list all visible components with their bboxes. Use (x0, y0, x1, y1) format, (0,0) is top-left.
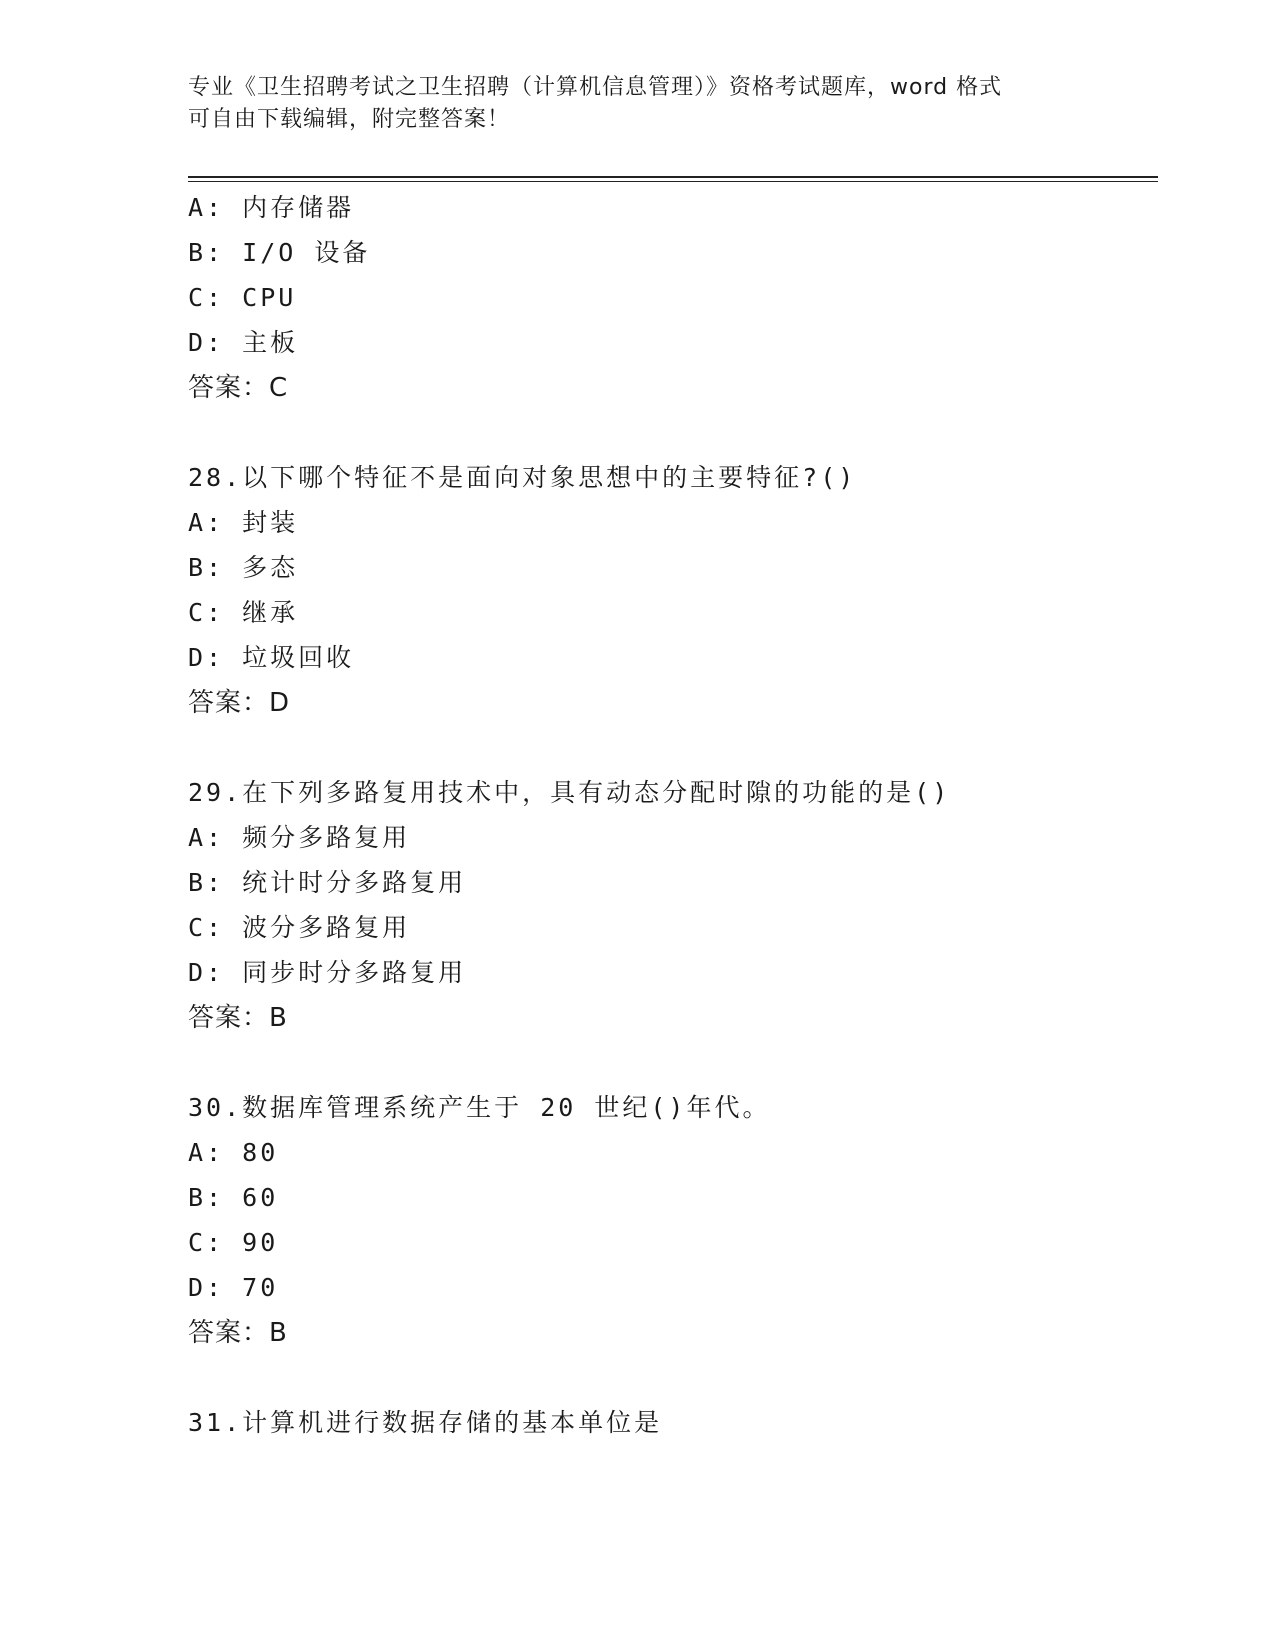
q27-answer: 答案：C (188, 373, 289, 403)
q29-option-a: A: 频分多路复用 (188, 823, 411, 852)
q27-option-d: D: 主板 (188, 328, 299, 357)
q29-answer: 答案：B (188, 1003, 288, 1033)
q28-question: 28.以下哪个特征不是面向对象思想中的主要特征?() (188, 463, 857, 492)
q30-question: 30.数据库管理系统产生于 20 世纪()年代。 (188, 1093, 771, 1122)
q30-option-b: B: 60 (188, 1183, 279, 1212)
header-line-1: 专业《卫生招聘考试之卫生招聘（计算机信息管理）》资格考试题库，word 格式 (188, 75, 1003, 100)
q31-question: 31.计算机进行数据存储的基本单位是 (188, 1408, 663, 1437)
q30-option-a: A: 80 (188, 1138, 279, 1167)
q30-answer: 答案：B (188, 1318, 288, 1348)
q28-option-d: D: 垃圾回收 (188, 643, 355, 672)
q30-option-c: C: 90 (188, 1228, 279, 1257)
header-rule-thin (188, 181, 1158, 182)
q27-option-a: A: 内存储器 (188, 193, 355, 222)
q28-option-a: A: 封装 (188, 508, 299, 537)
q28-option-b: B: 多态 (188, 553, 299, 582)
q29-option-b: B: 统计时分多路复用 (188, 868, 467, 897)
q29-question: 29.在下列多路复用技术中，具有动态分配时隙的功能的是() (188, 778, 951, 807)
document-header (188, 72, 1088, 136)
q29-option-d: D: 同步时分多路复用 (188, 958, 467, 987)
q29-option-c: C: 波分多路复用 (188, 913, 411, 942)
q28-answer: 答案：D (188, 688, 291, 718)
q27-option-c: C: CPU (188, 283, 297, 312)
q28-option-c: C: 继承 (188, 598, 299, 627)
header-line-2: 可自由下载编辑，附完整答案！ (188, 107, 511, 132)
header-rule-thick (188, 176, 1158, 178)
q30-option-d: D: 70 (188, 1273, 279, 1302)
q27-option-b: B: I/O 设备 (188, 238, 371, 267)
